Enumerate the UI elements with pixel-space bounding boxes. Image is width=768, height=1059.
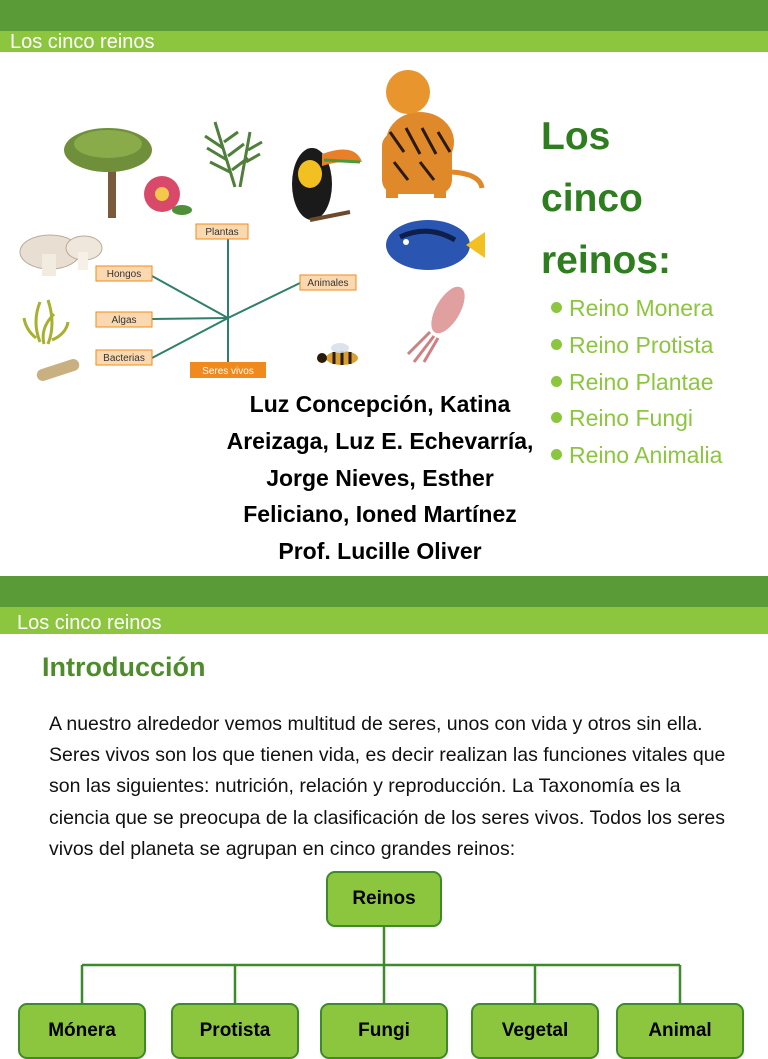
slide-title-line: Los bbox=[541, 115, 611, 158]
mushroom-illustration bbox=[20, 235, 102, 276]
diagram-tag-algas bbox=[96, 312, 152, 327]
intro-heading: Introducción bbox=[42, 652, 206, 682]
kingdom-item: Reino Plantae bbox=[551, 364, 722, 401]
bee-illustration bbox=[317, 343, 358, 365]
author-line: Jorge Nieves, Esther bbox=[266, 464, 494, 491]
slide-title-line: reinos: bbox=[541, 239, 672, 282]
bullet-icon bbox=[551, 302, 562, 313]
diagram-tag-seres-vivos bbox=[190, 362, 266, 378]
bullet-icon bbox=[551, 339, 562, 350]
diagram-tag-hongos bbox=[96, 266, 152, 281]
tree-node-animal: Animal bbox=[616, 1003, 744, 1059]
author-line: Prof. Lucille Oliver bbox=[278, 538, 482, 565]
author-line: Feliciano, Ioned Martínez bbox=[243, 501, 517, 528]
authors-block bbox=[200, 386, 560, 570]
slide-2 bbox=[0, 576, 768, 1041]
diagram-tag-plantas bbox=[196, 224, 248, 239]
toucan-illustration bbox=[292, 148, 362, 220]
header-band-dark bbox=[0, 576, 768, 607]
bullet-icon bbox=[551, 376, 562, 387]
slide-title bbox=[541, 106, 671, 292]
algae-illustration bbox=[24, 300, 68, 344]
kingdom-item: Reino Protista bbox=[551, 327, 722, 364]
intro-paragraph: A nuestro alrededor vemos multitud de seres, unos con vida y otros sin ella. Seres vivos son los que tienen vida, es decir realizan las funciones vitales que son las siguientes: nutrición, relación y reproducción. La Taxonomía es la ciencia que se preocupa de la clasificación de los seres vivos. Todos los seres vivos del planeta se agrupan en cinco grandes reinos: bbox=[49, 713, 726, 860]
svg-text:Bacterias: Bacterias bbox=[103, 353, 145, 364]
svg-text:Animales: Animales bbox=[307, 278, 349, 289]
svg-text:Plantas: Plantas bbox=[205, 227, 239, 238]
fern-illustration bbox=[205, 122, 262, 187]
author-line: Areizaga, Luz E. Echevarría, bbox=[226, 427, 534, 454]
flower-illustration bbox=[144, 176, 192, 215]
bacteria-illustration bbox=[35, 357, 81, 382]
diagram-lines bbox=[152, 238, 300, 362]
tree-node-protista: Protista bbox=[171, 1003, 299, 1059]
tree-root-node: Reinos bbox=[326, 871, 442, 927]
tree-node-vegetal: Vegetal bbox=[471, 1003, 599, 1059]
diagram-tag-animales bbox=[300, 275, 356, 290]
svg-text:Algas: Algas bbox=[111, 315, 137, 326]
kingdoms-illustration bbox=[10, 62, 520, 392]
header-band-dark bbox=[0, 0, 768, 31]
tiger-illustration bbox=[382, 70, 482, 198]
fish-illustration bbox=[386, 220, 485, 270]
author-line: Luz Concepción, Katina bbox=[249, 391, 511, 417]
tree-node-monera: Mónera bbox=[18, 1003, 146, 1059]
slide-title-line: cinco bbox=[541, 177, 643, 220]
slide-header-title: Los cinco reinos bbox=[10, 31, 155, 53]
tree-node-fungi: Fungi bbox=[320, 1003, 448, 1059]
kingdom-item: Reino Fungi bbox=[551, 400, 722, 437]
kingdom-list bbox=[551, 290, 722, 474]
diagram-tag-bacterias bbox=[96, 350, 152, 365]
slide-header-title: Los cinco reinos bbox=[17, 612, 162, 634]
squid-illustration bbox=[408, 281, 471, 362]
tree-illustration bbox=[64, 128, 152, 218]
svg-text:Seres vivos: Seres vivos bbox=[202, 366, 254, 377]
kingdom-item: Reino Animalia bbox=[551, 437, 722, 474]
kingdom-item: Reino Monera bbox=[551, 290, 722, 327]
svg-text:Hongos: Hongos bbox=[106, 269, 142, 280]
